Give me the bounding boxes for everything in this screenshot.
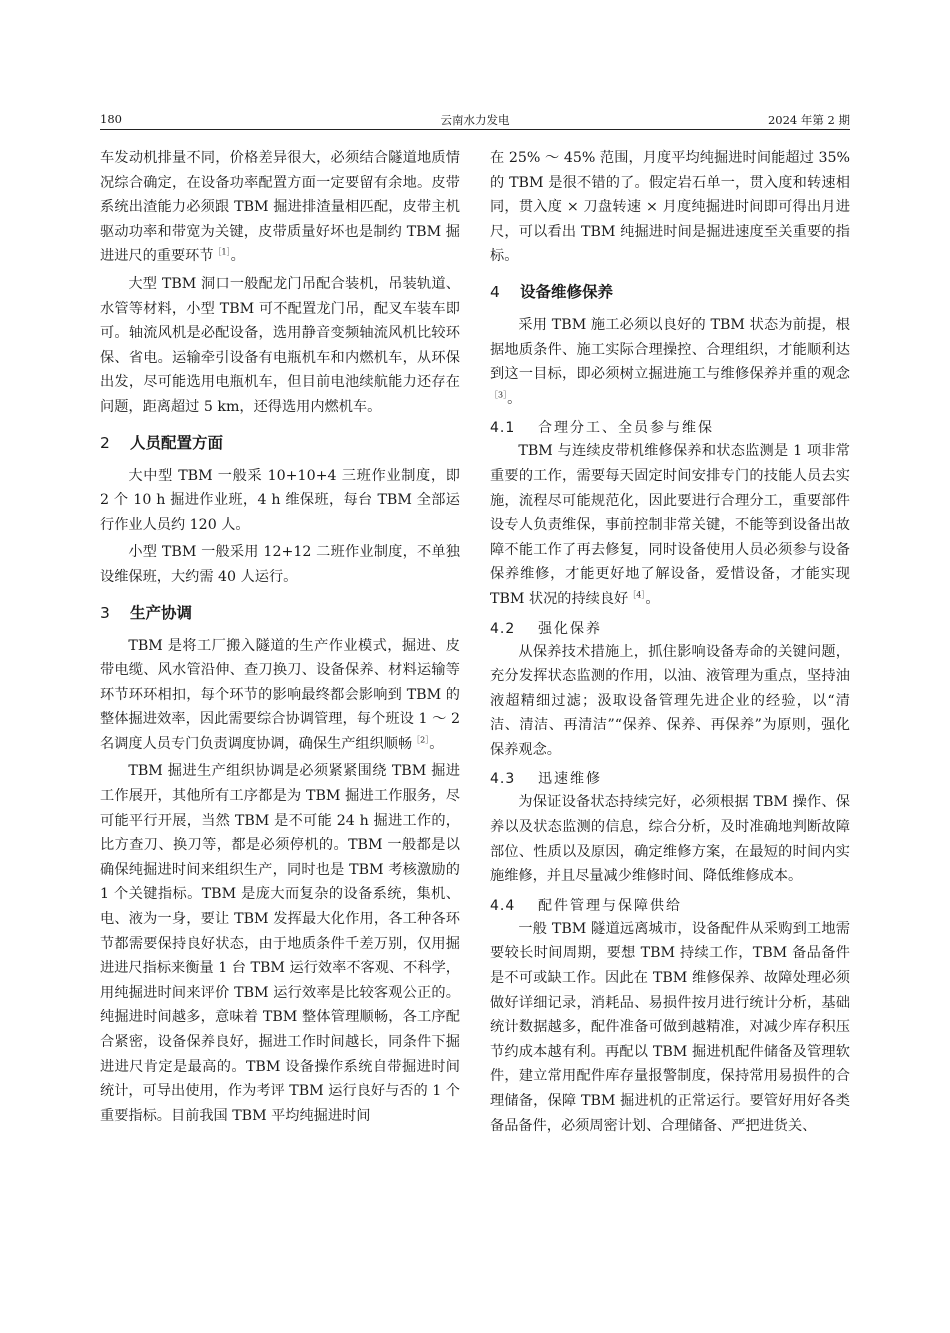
subsection-heading: 4.2 强化保养 <box>490 620 602 637</box>
paragraph: 采用 TBM 施工必须以良好的 TBM 状态为前提，根据地质条件、施工实际合理操控、合理组织，才能顺利达到这一目标，即必须树立掘进施工与维修保养并重的观念$^{[3]}$。 <box>490 316 850 407</box>
header-rule <box>100 129 850 130</box>
right-column <box>490 146 850 1138</box>
citation: ［1］ <box>213 247 231 257</box>
paragraph: 小型 TBM 一般采用 12+12 二班作业制度，不单独设维保班，大约需 40 人运行。 <box>100 544 460 585</box>
citation: ［4］ <box>628 590 646 600</box>
subsection-heading: 4.3 迅速维修 <box>490 771 602 788</box>
citation: ［2］ <box>412 735 430 745</box>
paragraph: 为保证设备状态持续完好，必须根据 TBM 操作、保养以及状态监测的信息，综合分析，及时准确地判断故障部位、性质以及原因，确定维修方案，在最短的时间内实施维修，并且尽量减少维修时间、降低维修成本。 <box>490 794 850 885</box>
section-heading: 4 设备维修保养 <box>490 282 614 301</box>
journal-title: 云南水力发电 <box>440 113 510 127</box>
page-number: 180 <box>100 112 122 126</box>
section-heading: 2 人员配置方面 <box>100 433 224 452</box>
paragraph: TBM 与连续皮带机维修保养和状态监测是 1 项非常重要的工作，需要每天固定时间安排专门的技能人员去实施，流程尽可能规范化，因此要进行合理分工，重要部件设专人负责维保，事前控制非常关键，不能等到设备出故障不能工作了再去修复，同时设备使用人员必须参与设备保养维修，才能更好地了解设备，爱惜设备，才能实现 TBM 状况的持续良好$^{[4]}$。 <box>490 443 850 607</box>
section-heading: 3 生产协调 <box>100 603 193 622</box>
paragraph: TBM 掘进生产组织协调是必须紧紧围绕 TBM 掘进工作展开，其他所有工序都是为 TBM 掘进工作服务，尽可能平行开展，当然 TBM 是不可能 24 h 掘进工作的，比方查刀、换刀等，都是必须停机的。TBM 一般都是以确保纯掘进时间来组织生产，同时也是 TBM 考核激励的 1 个关键指标。TBM 是庞大而复杂的设备系统，集机、电、液为一身，要让 TBM 发挥最大化作用，各工种各环节都需要保持良好状态，由于地质条件千差万别，仅用掘进进尺指标来衡量 1 台 TBM 运行效率不客观、不科学，用纯掘进时间来评价 TBM 运行效率是比较客观公正的。纯掘进时间越多，意味着 TBM 整体管理顺畅，各工序配合紧密，设备保养良好，掘进工作时间越长，同条件下掘进进尺肯定是最高的。TBM 设备操作系统自带掘进时间统计，可导出使用，作为考评 TBM 运行良好与否的 1 个重要指标。目前我国 TBM 平均纯掘进时间 <box>100 763 460 1124</box>
paragraph: TBM 是将工厂搬入隧道的生产作业模式，掘进、皮带电缆、风水管沿伸、查刀换刀、设备保养、材料运输等环节环环相扣，每个环节的影响最终都会影响到 TBM 的整体掘进效率，因此需要综合协调管理，每个班设 1 ～ 2 名调度人员专门负责调度协调，确保生产组织顺畅$^{[2]}$。 <box>100 637 460 752</box>
paragraph: 一般 TBM 隧道远离城市，设备配件从采购到工地需要较长时间周期，要想 TBM 持续工作，TBM 备品备件是不可或缺工作。因此在 TBM 维修保养、故障处理必须做好详细记录，消耗品、易损件按月进行统计分析，基础统计数据越多，配件准备可做到越精准，对减少库存积压节约成本越有利。再配以 TBM 掘进机配件储备及管理软件，建立常用配件库存量报警制度，保持常用易损件的合理储备，保障 TBM 掘进机的正常运行。要管好用好各类备品备件，必须周密计划、合理储备、严把进货关、 <box>490 920 850 1134</box>
paragraph: 大中型 TBM 一般采 10+10+4 三班作业制度，即 2 个 10 h 掘进作业班，4 h 维保班，每台 TBM 全部运行作业人员约 120 人。 <box>100 467 460 533</box>
left-column <box>100 146 460 1128</box>
paragraph: 从保养技术措施上，抓住影响设备寿命的关键问题，充分发挥状态监测的作用，以油、液管理为重点，坚持油液超精细过滤；汲取设备管理先进企业的经验，以“清洁、清洁、再清洁”“保养、保养、再保养”为原则，强化保养观念。 <box>490 643 850 758</box>
paragraph: 车发动机排量不同，价格差异很大，必须结合隧道地质情况综合确定，在设备功率配置方面一定要留有余地。皮带系统出渣能力必须跟 TBM 掘进排渣量相匹配，皮带主机驱动功率和带宽为关键，皮带质量好坏也是制约 TBM 掘进进尺的重要环节$^{[1]}$。 <box>100 150 460 265</box>
paragraph: 大型 TBM 洞口一般配龙门吊配合装机，吊装轨道、水管等材料，小型 TBM 可不配置龙门吊，配叉车装车即可。轴流风机是必配设备，选用静音变频轴流风机比较环保、省电。运输牵引设备有电瓶机车和内燃机车，从环保出发，尽可能选用电瓶机车，但目前电池续航能力还存在问题，距离超过 5 km，还得选用内燃机车。 <box>100 275 460 415</box>
page-header <box>100 108 850 130</box>
issue-label: 2024 年第 2 期 <box>767 113 850 127</box>
citation: ［3］ <box>490 390 508 400</box>
paragraph: 在 25% ～ 45% 范围，月度平均纯掘进时间能超过 35% 的 TBM 是很不错的了。假定岩石单一，贯入度和转速相同，贯入度 × 刀盘转速 × 月度纯掘进时间即可得出月进尺，可以看出 TBM 纯掘进时间是掘进速度至关重要的指标。 <box>490 150 850 265</box>
subsection-heading: 4.1 合理分工、全员参与维保 <box>490 420 714 437</box>
subsection-heading: 4.4 配件管理与保障供给 <box>490 897 682 914</box>
